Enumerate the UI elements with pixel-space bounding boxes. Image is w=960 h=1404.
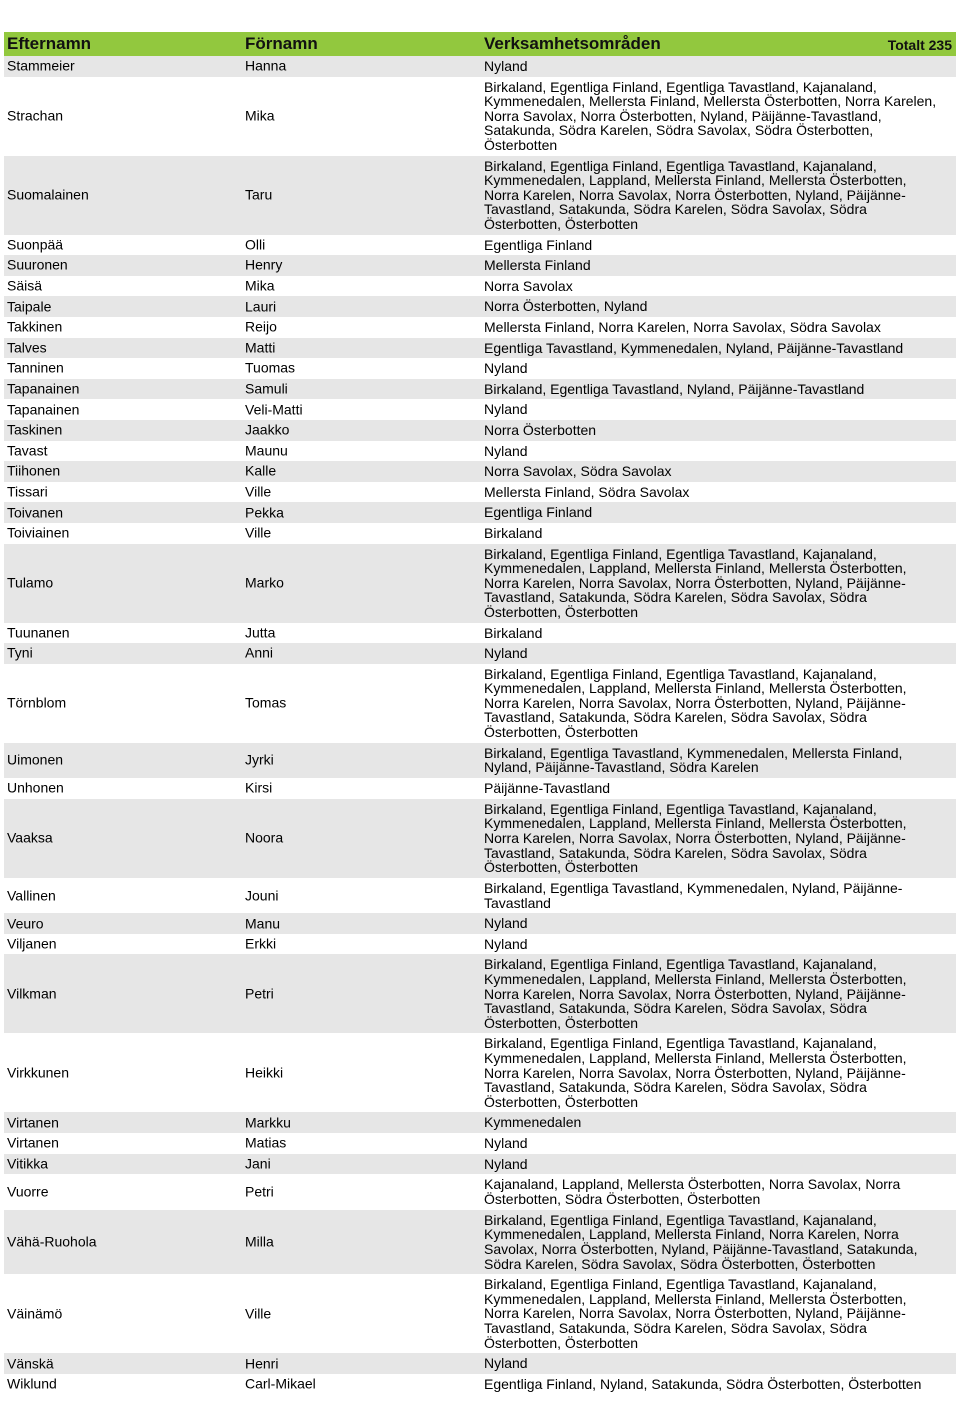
- cell-first-name: Kirsi: [245, 780, 273, 797]
- table-body: [4, 56, 956, 1394]
- cell-areas: Norra Savolax, Södra Savolax: [484, 463, 672, 480]
- cell-last-name: Väinämö: [7, 1305, 63, 1322]
- cell-last-name: Vähä-Ruohola: [7, 1233, 97, 1250]
- cell-first-name: Hanna: [245, 58, 287, 74]
- table-row: [4, 643, 956, 664]
- table-row: [4, 317, 956, 338]
- cell-areas: Birkaland, Egentliga Finland, Egentliga Tavastland, Kajanaland, Kymmenedalen, Lappland, Mellersta Finland, Mellersta Österbotten, Norra Karelen, Norra Savolax, Norra Österbotten, Nyland, Päijänne-Tavastland, Satakunda, Södra Karelen, Södra Savolax, Södra Österbotten, Österbotten: [484, 956, 907, 1031]
- cell-first-name: Matias: [245, 1135, 287, 1152]
- table-row: [4, 799, 956, 878]
- table-row: [4, 743, 956, 779]
- cell-areas: Birkaland, Egentliga Tavastland, Nyland, Päijänne-Tavastland: [484, 380, 865, 397]
- cell-first-name: Jaakko: [245, 421, 290, 438]
- cell-areas: Norra Österbotten: [484, 421, 597, 438]
- cell-areas: Nyland: [484, 58, 528, 74]
- table-row: [4, 934, 956, 955]
- cell-areas: Nyland: [484, 1155, 528, 1172]
- cell-first-name: Carl-Mikael: [245, 1375, 316, 1392]
- cell-last-name: Virtanen: [7, 1114, 59, 1131]
- cell-first-name: Veli-Matti: [245, 401, 303, 418]
- cell-areas: Kymmenedalen: [484, 1114, 582, 1131]
- cell-areas: Birkaland, Egentliga Finland, Egentliga Tavastland, Kajanaland, Kymmenedalen, Lappland, Mellersta Finland, Mellersta Österbotten, Norra Karelen, Norra Savolax, Norra Österbotten, Nyland, Päijänne-Tavastland, Satakunda, Södra Karelen, Södra Savolax, Södra Österbotten, Österbotten: [484, 800, 907, 876]
- cell-first-name: Ville: [245, 483, 272, 500]
- cell-first-name: Olli: [245, 236, 266, 253]
- cell-areas: Egentliga Finland: [484, 236, 593, 253]
- cell-areas: Birkaland, Egentliga Finland, Egentliga Tavastland, Kajanaland, Kymmenedalen, Lappland, Mellersta Finland, Mellersta Österbotten, Norra Karelen, Norra Savolax, Norra Österbotten, Nyland, Päijänne-Tavastland, Satakunda, Södra Karelen, Södra Savolax, Södra Österbotten, Österbotten: [484, 1035, 907, 1110]
- cell-first-name: Reijo: [245, 318, 277, 335]
- cell-last-name: Törnblom: [7, 694, 67, 711]
- cell-areas: Nyland: [484, 1355, 528, 1372]
- cell-areas: Birkaland, Egentliga Tavastland, Kymmenedalen, Mellersta Finland, Nyland, Päijänne-Tavastland, Södra Karelen: [484, 744, 903, 776]
- cell-areas: Nyland: [484, 935, 528, 952]
- cell-first-name: Ville: [245, 524, 272, 541]
- cell-first-name: Jutta: [245, 624, 276, 641]
- cell-first-name: Henry: [245, 257, 283, 274]
- cell-last-name: Tissari: [7, 483, 48, 500]
- cell-last-name: Vilkman: [7, 985, 57, 1002]
- cell-areas: Birkaland, Egentliga Tavastland, Kymmenedalen, Nyland, Päijänne-Tavastland: [484, 879, 903, 911]
- cell-last-name: Vaaksa: [7, 829, 53, 846]
- table-row: [4, 913, 956, 934]
- cell-first-name: Maunu: [245, 442, 288, 459]
- cell-last-name: Tuunanen: [7, 624, 70, 641]
- cell-last-name: Strachan: [7, 107, 64, 124]
- cell-last-name: Wiklund: [7, 1375, 57, 1392]
- cell-last-name: Vitikka: [7, 1155, 48, 1172]
- table-row: [4, 502, 956, 523]
- table-row: [4, 878, 956, 914]
- cell-areas: Birkaland, Egentliga Finland, Egentliga Tavastland, Kajanaland, Kymmenedalen, Lappland, Mellersta Finland, Mellersta Österbotten, Norra Karelen, Norra Savolax, Norra Österbotten, Nyland, Päijänne-Tavastland, Satakunda, Södra Karelen, Södra Savolax, Södra Österbotten, Österbotten: [484, 545, 907, 620]
- cell-areas: Kajanaland, Lappland, Mellersta Österbotten, Norra Savolax, Norra Österbotten, Södra Österbotten, Österbotten: [484, 1176, 901, 1207]
- table-row: [4, 1174, 956, 1210]
- header-areas: Verksamhetsområden: [484, 34, 661, 53]
- cell-areas: Mellersta Finland, Södra Savolax: [484, 483, 690, 500]
- table-row: [4, 56, 956, 77]
- cell-first-name: Samuli: [245, 380, 288, 397]
- table-row: [4, 1112, 956, 1133]
- cell-last-name: Tanninen: [7, 360, 64, 377]
- table-row: [4, 379, 956, 400]
- cell-first-name: Pekka: [245, 504, 284, 521]
- table-row: [4, 778, 956, 799]
- cell-areas: Birkaland, Egentliga Finland, Egentliga Tavastland, Kajanaland, Kymmenedalen, Lappland, Mellersta Finland, Mellersta Österbotten, Norra Karelen, Norra Savolax, Norra Österbotten, Nyland, Päijänne-Tavastland, Satakunda, Södra Karelen, Södra Savolax, Södra Österbotten, Österbotten: [484, 665, 907, 741]
- cell-first-name: Jouni: [245, 887, 279, 904]
- cell-first-name: Tomas: [245, 694, 287, 711]
- cell-areas: Mellersta Finland, Norra Karelen, Norra Savolax, Södra Savolax: [484, 318, 881, 335]
- cell-last-name: Tyni: [7, 645, 33, 662]
- cell-areas: Nyland: [484, 915, 528, 932]
- cell-last-name: Tavast: [7, 442, 48, 459]
- table-row: [4, 441, 956, 462]
- cell-last-name: Suuronen: [7, 257, 68, 274]
- cell-last-name: Takkinen: [7, 318, 63, 335]
- table-row: [4, 156, 956, 235]
- table-row: [4, 358, 956, 379]
- table-row: [4, 954, 956, 1033]
- cell-first-name: Kalle: [245, 463, 277, 480]
- cell-areas: Birkaland, Egentliga Finland, Egentliga Tavastland, Kajanaland, Kymmenedalen, Lappland, Mellersta Finland, Mellersta Österbotten, Norra Karelen, Norra Savolax, Norra Österbotten, Nyland, Päijänne-Tavastland, Satakunda, Södra Karelen, Södra Savolax, Södra Österbotten, Österbotten: [484, 1276, 907, 1351]
- cell-areas: Egentliga Finland: [484, 504, 593, 521]
- cell-areas: Mellersta Finland: [484, 257, 591, 274]
- cell-last-name: Vuorre: [7, 1183, 49, 1200]
- cell-first-name: Jani: [245, 1155, 271, 1172]
- cell-first-name: Milla: [245, 1233, 274, 1250]
- cell-areas: Nyland: [484, 645, 528, 662]
- cell-last-name: Suomalainen: [7, 186, 89, 203]
- total-count: Totalt 235: [887, 37, 952, 53]
- cell-first-name: Mika: [245, 277, 275, 294]
- table-row: [4, 235, 956, 256]
- cell-last-name: Virtanen: [7, 1135, 59, 1152]
- header-last-name: Efternamn: [7, 34, 92, 53]
- table-row: [4, 1374, 956, 1395]
- cell-first-name: Matti: [245, 339, 276, 356]
- table-row: [4, 1154, 956, 1175]
- table-row: [4, 623, 956, 644]
- cell-last-name: Taipale: [7, 298, 52, 315]
- table-row: [4, 461, 956, 482]
- table-row: [4, 544, 956, 623]
- cell-areas: Norra Savolax: [484, 277, 573, 294]
- cell-areas: Birkaland, Egentliga Finland, Egentliga Tavastland, Kajanaland, Kymmenedalen, Lappland, Mellersta Finland, Norra Karelen, Norra Savolax, Norra Österbotten, Nyland, Päijänne-Tavastland, Satakunda, Södra Karelen, Södra Savolax, Södra Österbotten, Österbotten: [484, 1211, 918, 1272]
- table-row: [4, 338, 956, 359]
- cell-first-name: Petri: [245, 1183, 274, 1200]
- table-row: [4, 276, 956, 297]
- table-row: [4, 399, 956, 420]
- cell-areas: Egentliga Tavastland, Kymmenedalen, Nyland, Päijänne-Tavastland: [484, 339, 904, 356]
- cell-areas: Birkaland: [484, 624, 543, 641]
- cell-last-name: Virkkunen: [7, 1064, 70, 1081]
- header-first-name: Förnamn: [245, 34, 318, 53]
- cell-last-name: Unhonen: [7, 780, 64, 797]
- cell-first-name: Erkki: [245, 935, 277, 952]
- table-row: [4, 1210, 956, 1275]
- cell-areas: Päijänne-Tavastland: [484, 780, 611, 797]
- table-row: [4, 523, 956, 544]
- cell-areas: Birkaland, Egentliga Finland, Egentliga Tavastland, Kajanaland, Kymmenedalen, Lappland, Mellersta Finland, Mellersta Österbotten, Norra Karelen, Norra Savolax, Norra Österbotten, Nyland, Päijänne-Tavastland, Satakunda, Södra Karelen, Södra Savolax, Södra Österbotten, Österbotten: [484, 157, 907, 232]
- cell-areas: Birkaland, Egentliga Finland, Egentliga Tavastland, Kajanaland, Kymmenedalen, Mellersta Finland, Mellersta Österbotten, Norra Karelen, Norra Savolax, Norra Österbotten, Nyland, Päijänne-Tavastland, Satakunda, Södra Karelen, Södra Savolax, Södra Österbotten, Österbotten: [484, 78, 937, 153]
- cell-first-name: Marko: [245, 574, 284, 591]
- cell-last-name: Vallinen: [7, 887, 56, 904]
- cell-last-name: Talves: [7, 339, 47, 356]
- cell-last-name: Stammeier: [7, 58, 75, 74]
- table-row: [4, 296, 956, 317]
- cell-last-name: Suonpää: [7, 236, 64, 253]
- cell-first-name: Noora: [245, 829, 284, 846]
- cell-first-name: Henri: [245, 1355, 279, 1372]
- cell-last-name: Vänskä: [7, 1355, 54, 1372]
- cell-areas: Egentliga Finland, Nyland, Satakunda, Södra Österbotten, Österbotten: [484, 1375, 922, 1392]
- table-row: [4, 420, 956, 441]
- cell-first-name: Heikki: [245, 1064, 284, 1081]
- cell-last-name: Säisä: [7, 277, 43, 294]
- cell-last-name: Veuro: [7, 915, 44, 932]
- cell-last-name: Uimonen: [7, 752, 64, 769]
- cell-last-name: Taskinen: [7, 421, 63, 438]
- cell-last-name: Tapanainen: [7, 380, 80, 397]
- table-header: [4, 32, 956, 56]
- table-row: [4, 1274, 956, 1353]
- cell-first-name: Taru: [245, 186, 273, 203]
- cell-first-name: Markku: [245, 1114, 291, 1131]
- cell-first-name: Lauri: [245, 298, 277, 315]
- table-row: [4, 255, 956, 276]
- cell-areas: Birkaland: [484, 524, 543, 541]
- table-row: [4, 1353, 956, 1374]
- cell-first-name: Mika: [245, 107, 275, 124]
- cell-last-name: Toivanen: [7, 504, 64, 521]
- cell-first-name: Jyrki: [245, 752, 274, 769]
- cell-last-name: Tulamo: [7, 574, 54, 591]
- cell-first-name: Manu: [245, 915, 281, 932]
- cell-first-name: Tuomas: [245, 360, 296, 377]
- cell-first-name: Petri: [245, 985, 274, 1002]
- cell-last-name: Viljanen: [7, 935, 57, 952]
- table-row: [4, 482, 956, 503]
- cell-areas: Nyland: [484, 1135, 528, 1152]
- cell-areas: Nyland: [484, 401, 528, 418]
- table-row: [4, 664, 956, 743]
- table-row: [4, 1033, 956, 1112]
- cell-areas: Nyland: [484, 360, 528, 377]
- cell-last-name: Toiviainen: [7, 524, 70, 541]
- cell-first-name: Anni: [245, 645, 274, 662]
- cell-areas: Norra Österbotten, Nyland: [484, 298, 648, 315]
- table-row: [4, 1133, 956, 1154]
- cell-areas: Nyland: [484, 442, 528, 459]
- cell-first-name: Ville: [245, 1305, 272, 1322]
- table-row: [4, 77, 956, 156]
- cell-last-name: Tapanainen: [7, 401, 80, 418]
- cell-last-name: Tiihonen: [7, 463, 61, 480]
